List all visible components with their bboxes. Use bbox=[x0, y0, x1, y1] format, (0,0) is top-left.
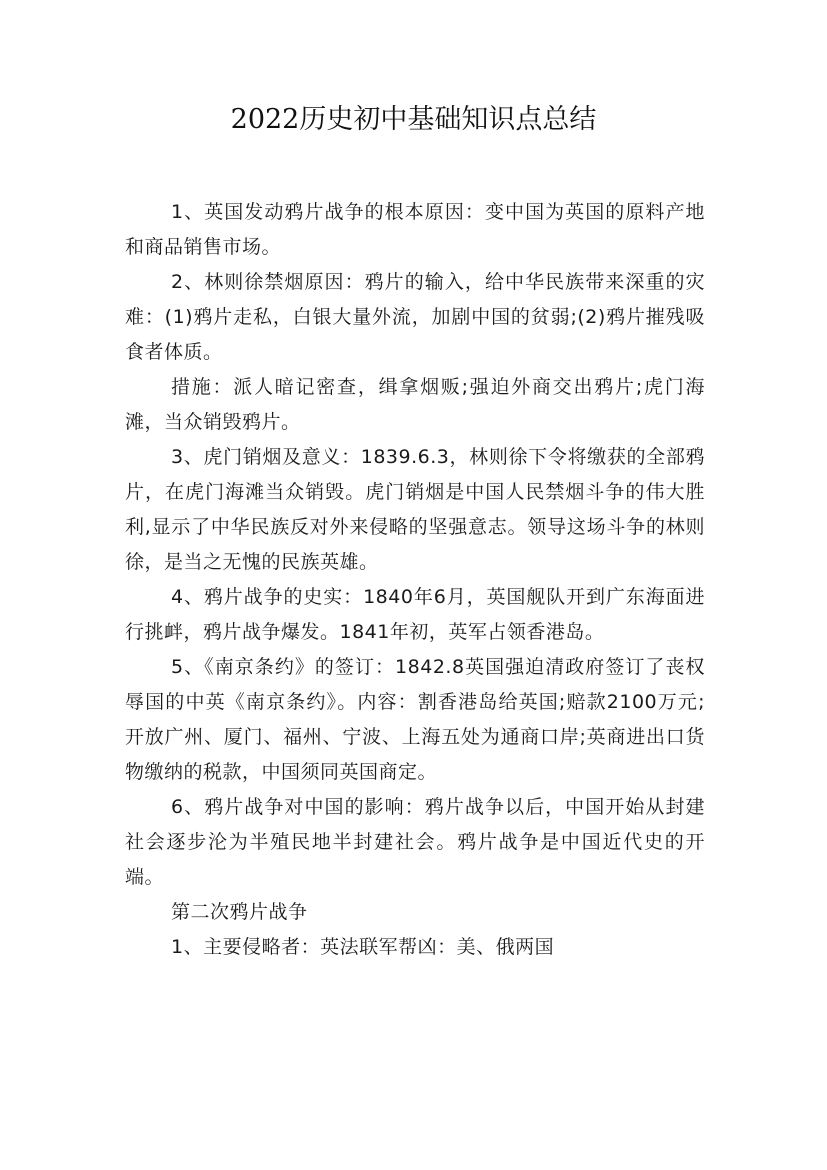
paragraph-3: 措施：派人暗记密查，缉拿烟贩;强迫外商交出鸦片;虎门海滩，当众销毁鸦片。 bbox=[125, 376, 705, 433]
paragraph-2: 2、林则徐禁烟原因：鸦片的输入，给中华民族带来深重的灾难：(1)鸦片走私，白银大量外流，加剧中国的贫弱;(2)鸦片摧残吸食者体质。 bbox=[125, 271, 705, 363]
paragraph-5: 4、鸦片战争的史实：1840年6月，英国舰队开到广东海面进行挑衅，鸦片战争爆发。1841年初，英军占领香港岛。 bbox=[125, 586, 705, 643]
paragraph-7: 6、鸦片战争对中国的影响：鸦片战争以后，中国开始从封建社会逐步沦为半殖民地半封建社会。鸦片战争是中国近代史的开端。 bbox=[125, 796, 705, 888]
paragraph-6: 5、《南京条约》的签订：1842.8英国强迫清政府签订了丧权辱国的中英《南京条约》。内容：割香港岛给英国;赔款2100万元;开放广州、厦门、福州、宁波、上海五处为通商口岸;英商进出口货物缴纳的税款，中国须同英国商定。 bbox=[125, 656, 705, 783]
document-title: 2022历史初中基础知识点总结 bbox=[230, 104, 597, 135]
document-body bbox=[125, 195, 705, 965]
paragraph-4: 3、虎门销烟及意义：1839.6.3，林则徐下令将缴获的全部鸦片，在虎门海滩当众销毁。虎门销烟是中国人民禁烟斗争的伟大胜利,显示了中华民族反对外来侵略的坚强意志。领导这场斗争的林则徐，是当之无愧的民族英雄。 bbox=[125, 446, 705, 573]
section-heading: 第二次鸦片战争 bbox=[171, 901, 308, 923]
paragraph-9: 1、主要侵略者：英法联军帮凶：美、俄两国 bbox=[171, 936, 555, 958]
paragraph-1: 1、英国发动鸦片战争的根本原因：变中国为英国的原料产地和商品销售市场。 bbox=[125, 201, 705, 258]
